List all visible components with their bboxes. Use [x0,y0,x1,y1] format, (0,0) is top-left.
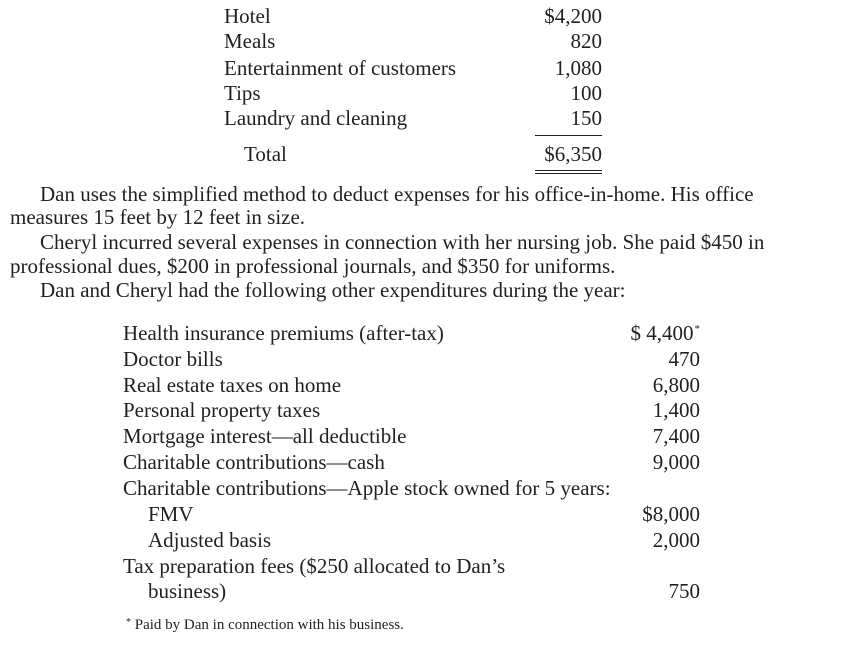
travel-item-label: Laundry and cleaning [224,106,408,130]
expenditure-label: Charitable contributions—Apple stock owned for 5 years: [123,476,611,500]
travel-item-value: $4,200 [544,4,602,28]
paragraph-line: Cheryl incurred several expenses in connection with her nursing job. She paid $450 in [40,230,765,254]
expenditure-sublabel: Adjusted basis [148,528,272,552]
travel-total-label: Total [244,142,287,166]
travel-item-value: 150 [570,106,602,130]
travel-item-value: 100 [570,81,602,105]
travel-item-value: 1,080 [554,56,602,80]
health-value: $ 4,400 [630,321,694,345]
travel-total-value: $6,350 [544,142,602,166]
expenditure-sublabel: FMV [148,502,194,526]
paragraph-line: Dan uses the simplified method to deduct expenses for his office-in-home. His office [40,182,754,206]
expenditure-label-continued: business) [148,579,227,603]
travel-item-label: Entertainment of customers [224,56,457,80]
total-double-rule-top [535,170,602,171]
travel-item-value: 820 [570,29,602,53]
total-double-rule-bottom [535,173,602,174]
expenditure-value: 7,400 [652,424,700,448]
footnote-marker: * [126,617,131,628]
paragraph-line: measures 15 feet by 12 feet in size. [10,205,306,229]
expenditure-value: 9,000 [652,450,700,474]
travel-item-label: Tips [224,81,261,105]
expenditure-label: Real estate taxes on home [123,373,342,397]
expenditure-value [560,321,700,346]
paragraph-line: Dan and Cheryl had the following other expenditures during the year: [40,278,626,302]
expenditure-label: Charitable contributions—cash [123,450,385,474]
travel-item-label: Meals [224,29,276,53]
expenditure-value: 1,400 [652,398,700,422]
expenditure-label: Personal property taxes [123,398,321,422]
footnote-marker: * [694,323,700,335]
footnote-text: Paid by Dan in connection with his business. [131,617,404,633]
expenditure-value: 750 [668,579,700,603]
paragraph-line: professional dues, $200 in professional journals, and $350 for uniforms. [10,254,616,278]
expenditure-value: $8,000 [642,502,700,526]
expenditure-value: 6,800 [652,373,700,397]
expenditure-label: Doctor bills [123,347,223,371]
travel-item-label: Hotel [224,4,271,28]
footnote [126,616,404,634]
expenditure-value: 2,000 [652,528,700,552]
subtotal-rule [535,135,602,136]
expenditure-label: Tax preparation fees ($250 allocated to Dan’s [123,554,506,578]
expenditure-label: Mortgage interest—all deductible [123,424,407,448]
expenditure-label: Health insurance premiums (after-tax) [123,321,444,345]
expenditure-value: 470 [668,347,700,371]
